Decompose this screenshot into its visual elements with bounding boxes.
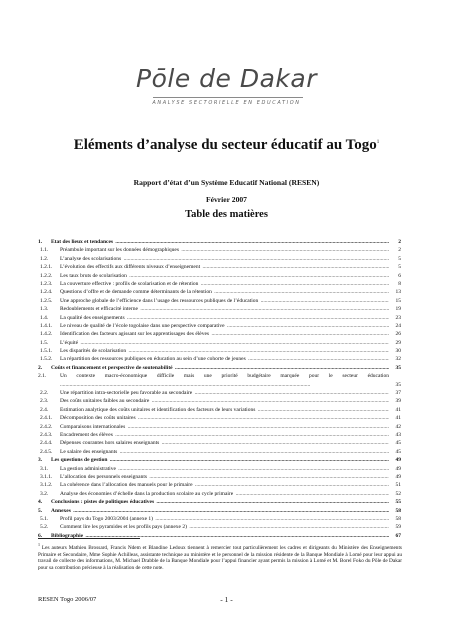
toc-entry-number: 1.2. (40, 255, 49, 262)
toc-entry[interactable] (38, 322, 401, 330)
toc-entry-title[interactable]: Identification des facteurs agissant sur les apprentissages des élèves ..... (38, 330, 389, 338)
toc-entry[interactable] (38, 448, 401, 456)
toc-entry-page[interactable]: 58 (395, 515, 401, 522)
toc-entry-number: 3.1. (40, 465, 49, 472)
toc-entry-page[interactable]: 5 (398, 255, 401, 262)
toc-entry-number: 2.4.3. (40, 432, 53, 438)
toc-entry-page[interactable]: 19 (395, 306, 401, 313)
toc-entry-number: 3.2. (40, 490, 49, 497)
toc-entry-page[interactable]: 32 (395, 356, 401, 363)
toc-entry-title[interactable]: Analyse des économies d’échelle dans la production scolaire au cycle primaire ..... (38, 490, 389, 498)
toc-entry-number: 5. (38, 507, 43, 514)
footnote (38, 542, 402, 572)
toc-entry-number: 1.5.1. (40, 348, 53, 355)
toc-entry-number: 1.2.3. (40, 280, 53, 287)
toc-entry-title[interactable]: La répartition des ressources publiques en éducation au sein d’une cohorte de jeunes ..... (38, 355, 389, 363)
toc-entry[interactable] (38, 523, 401, 531)
toc-entry-title[interactable]: Préambule important sur les données démographiques ..... (38, 246, 389, 254)
toc-entry[interactable] (38, 423, 401, 431)
toc-entry-title[interactable]: Décomposition des coûts unitaires ..... (38, 414, 389, 422)
document-date: Février 2007 (206, 195, 247, 204)
toc-entry-title[interactable]: Un contexte macro-économique difficile mais une priorité budgétaire marquée pour le secteur éducation ..... (60, 372, 389, 389)
toc-entry-title[interactable]: Estimation analytique des coûts unitaires et identification des facteurs de leurs variations ..... (38, 406, 389, 414)
toc-entry-page[interactable]: 37 (395, 390, 401, 397)
toc-entry-number: 1.2.2. (40, 272, 53, 279)
toc-entry[interactable] (38, 372, 401, 389)
toc-entry-number: 5.1. (40, 515, 49, 522)
toc-entry[interactable] (38, 490, 401, 498)
toc-entry-number: 1.4.1. (40, 322, 53, 329)
toc-entry-page[interactable]: 8 (398, 280, 401, 287)
footnote-divider (38, 538, 140, 539)
toc-entry-title[interactable]: Conclusions : pistes de politiques éducatives ..... (38, 498, 389, 506)
toc-entry-number: 4. (38, 499, 43, 506)
toc-entry-title[interactable]: Encadrement des élèves ..... (38, 431, 389, 439)
toc-entry-title[interactable]: Coûts et financement et perspective de soutenabilité ..... (38, 364, 389, 372)
toc-entry-number: 2.4.5. (40, 448, 53, 455)
toc-entry[interactable] (38, 255, 401, 263)
toc-entry-title[interactable]: Les taux bruts de scolarisation ..... (38, 272, 389, 280)
toc-entry-title[interactable]: La cohérence dans l’allocation des manuels pour le primaire ..... (38, 481, 389, 489)
toc-entry-page[interactable]: 35 (395, 381, 401, 388)
toc-entry-number: 2.4.1. (40, 415, 53, 422)
toc-entry[interactable] (38, 515, 401, 523)
toc-entry[interactable] (38, 305, 401, 313)
toc-entry-title[interactable]: Questions d’offre et de demande comme déterminants de la rétention ..... (38, 288, 389, 296)
toc-entry[interactable] (38, 431, 401, 439)
toc-entry-title[interactable]: Redoublements et efficacité interne ..... (38, 305, 389, 313)
toc-entry-page[interactable]: 49 (395, 473, 401, 480)
toc-entry-page[interactable]: 41 (395, 406, 401, 413)
toc-entry[interactable] (38, 238, 401, 246)
document-title (0, 137, 453, 154)
toc-entry[interactable] (38, 414, 401, 422)
logo-divider (153, 97, 303, 98)
toc-entry-title[interactable]: L’allocation des personnels enseignants ..... (38, 473, 389, 481)
toc-entry-number: 2.4.2. (40, 423, 53, 430)
toc-entry-number: 2.3. (40, 398, 49, 405)
toc-entry-page[interactable]: 52 (395, 490, 401, 497)
toc-entry-number: 1.3. (40, 306, 49, 313)
toc-entry-title[interactable]: La couverture effective : profils de scolarisation et de rétention ..... (38, 280, 389, 288)
toc-entry-title[interactable]: Une répartition intra-sectorielle peu favorable au secondaire ..... (38, 389, 389, 397)
toc-entry-title[interactable]: L’analyse des scolarisations ..... (38, 255, 389, 263)
toc-entry[interactable] (38, 246, 401, 254)
toc-entry-page[interactable]: 2 (398, 239, 401, 245)
toc-entry-page[interactable]: 13 (395, 289, 401, 296)
toc-entry-title[interactable]: Profil pays du Togo 2003/2004 (annexe 1) ..... (38, 515, 389, 523)
toc-entry-number: 2.4.4. (40, 440, 53, 447)
toc-entry-number: 1.4. (40, 314, 49, 321)
footer-document-id: RESEN Togo 2006/07 (38, 596, 97, 603)
toc-entry[interactable] (38, 473, 401, 481)
toc-entry-page[interactable]: 24 (395, 322, 401, 329)
toc-entry-title[interactable]: Des coûts unitaires faibles au secondaire ..... (38, 397, 389, 405)
toc-entry[interactable] (38, 456, 401, 464)
toc-entry-title[interactable]: Le salaire des enseignants ..... (38, 448, 389, 456)
toc-entry[interactable] (38, 364, 401, 372)
toc-heading: Table des matières (185, 209, 268, 220)
toc-entry-title[interactable]: Annexes ..... (38, 507, 389, 515)
toc-entry-title[interactable]: Les disparités de scolarisation ..... (38, 347, 389, 355)
toc-entry[interactable] (38, 481, 401, 489)
toc-entry-page[interactable]: 51 (395, 482, 401, 489)
toc-entry-page[interactable]: 45 (395, 440, 401, 447)
toc-entry-title[interactable]: Etat des lieux et tendances ..... (38, 238, 389, 246)
toc-entry[interactable] (38, 439, 401, 447)
toc-entry-title[interactable]: Une approche globale de l’efficience dans l’usage des ressources publiques de l’éducation ..... (38, 297, 389, 305)
toc-entry-title[interactable]: L’équité ..... (38, 339, 389, 347)
toc-entry-page[interactable]: 23 (395, 314, 401, 321)
toc-entry-title[interactable]: Comparaisons internationales ..... (38, 423, 389, 431)
page-number: - 1 - (220, 595, 233, 604)
toc-entry-page[interactable]: 2 (398, 247, 401, 254)
toc-entry-number: 6. (38, 532, 43, 539)
toc-entry-number: 1.4.2. (40, 331, 53, 338)
toc-entry[interactable] (38, 397, 401, 405)
toc-entry-number: 2.1. (38, 373, 47, 380)
toc-entry[interactable] (38, 297, 401, 305)
toc-entry-page[interactable]: 45 (395, 448, 401, 455)
toc-entry-page[interactable]: 43 (395, 432, 401, 438)
toc-entry-page[interactable]: 6 (398, 272, 401, 279)
toc-entry-page[interactable]: 39 (395, 398, 401, 405)
toc-entry-page[interactable]: 30 (395, 348, 401, 355)
toc-entry-page[interactable]: 67 (395, 532, 401, 539)
toc-entry-title[interactable]: La qualité des enseignements ..... (38, 314, 389, 322)
toc-entry-page[interactable]: 58 (395, 507, 401, 514)
toc-entry-number: 1.2.5. (40, 297, 53, 304)
toc-entry[interactable] (38, 272, 401, 280)
toc-entry-title[interactable]: La gestion administrative ..... (38, 465, 389, 473)
toc-entry-number: 1.1. (40, 247, 49, 254)
toc-entry[interactable] (38, 263, 401, 271)
toc-entry-number: 5.2. (40, 524, 49, 531)
toc-entry[interactable] (38, 288, 401, 296)
toc-entry-number: 1.5.2. (40, 356, 53, 363)
toc-entry-title[interactable]: Les questions de gestion ..... (38, 456, 389, 464)
toc-entry-number: 1. (38, 239, 43, 245)
toc-entry-number: 1.5. (40, 339, 49, 346)
pole-de-dakar-logo: Pōle de Dakar (136, 64, 317, 93)
footnote-text: Les auteurs Mathieu Brossard, Francis Ndem et Blandine Ledoux tiennent à remercier tout particulièrement les cadres et dirigeants du Ministère des Enseignements Primaire et Secondaire, Mme Sophie Achilleas, assistante technique au ministère et le personnel de la mission résidente de la Banque Mondiale à Lomé pour leur appui au travail de collecte des informations, M. Michael Drabble de la Banque Mondiale pour l’appui financier ayant permis la mission à Lomé et M. Borel Foko du Pôle de Dakar pour sa contribution précieuse à la réalisation de cette note. (38, 544, 402, 572)
toc-entry-page[interactable]: 55 (395, 499, 401, 506)
toc-entry-page[interactable]: 15 (395, 297, 401, 304)
toc-entry[interactable] (38, 347, 401, 355)
toc-entry-page[interactable]: 41 (395, 415, 401, 422)
footnote-marker: 1 (38, 542, 40, 547)
toc-entry-title[interactable]: Comment lire les pyramides et les profils pays (annexe 2) ..... (38, 523, 389, 531)
toc-entry-title[interactable]: L’évolution des effectifs aux différents niveaux d’enseignement ..... (38, 263, 389, 271)
toc-entry-page[interactable]: 42 (395, 423, 401, 430)
toc-entry-title[interactable]: Bibliographie ..... (38, 532, 389, 540)
toc-entry-number: 2.4. (40, 406, 49, 413)
logo-subtitle: ANALYSE SECTORIELLE EN EDUCATION (152, 100, 301, 106)
toc-entry[interactable] (38, 406, 401, 414)
toc-entry-page[interactable]: 35 (395, 364, 401, 371)
document-subtitle: Rapport d’état d’un Système Educatif National (RESEN) (133, 178, 320, 187)
toc-entry-number: 3.1.1. (40, 473, 53, 480)
toc-entry-page[interactable]: 29 (395, 339, 401, 346)
toc-entry-number: 2. (38, 364, 43, 371)
table-of-contents (38, 238, 401, 540)
document-title-text: Eléments d’analyse du secteur éducatif au Togo (73, 137, 377, 153)
toc-entry-page[interactable]: 49 (395, 457, 401, 464)
toc-entry-number: 3.1.2. (40, 482, 53, 489)
toc-entry[interactable] (38, 507, 401, 515)
toc-entry-page[interactable]: 26 (395, 331, 401, 338)
toc-entry-page[interactable]: 59 (395, 524, 401, 531)
toc-entry[interactable] (38, 280, 401, 288)
toc-entry-number: 2.2. (40, 390, 49, 397)
toc-entry[interactable] (38, 330, 401, 338)
toc-entry-number: 3. (38, 457, 43, 464)
toc-entry[interactable] (38, 314, 401, 322)
toc-entry-number: 1.2.1. (40, 264, 53, 271)
toc-entry[interactable] (38, 339, 401, 347)
toc-entry[interactable] (38, 389, 401, 397)
toc-entry-title[interactable]: Le niveau de qualité de l’école togolaise dans une perspective comparative ..... (38, 322, 389, 330)
toc-entry-number: 1.2.4. (40, 289, 53, 296)
toc-entry[interactable] (38, 465, 401, 473)
toc-entry-title[interactable]: Dépenses courantes hors salaires enseignants ..... (38, 439, 389, 447)
toc-entry-page[interactable]: 49 (395, 465, 401, 472)
title-footnote-marker[interactable]: 1 (376, 140, 380, 145)
toc-entry-page[interactable]: 5 (398, 264, 401, 271)
toc-entry[interactable] (38, 498, 401, 506)
toc-entry[interactable] (38, 355, 401, 363)
